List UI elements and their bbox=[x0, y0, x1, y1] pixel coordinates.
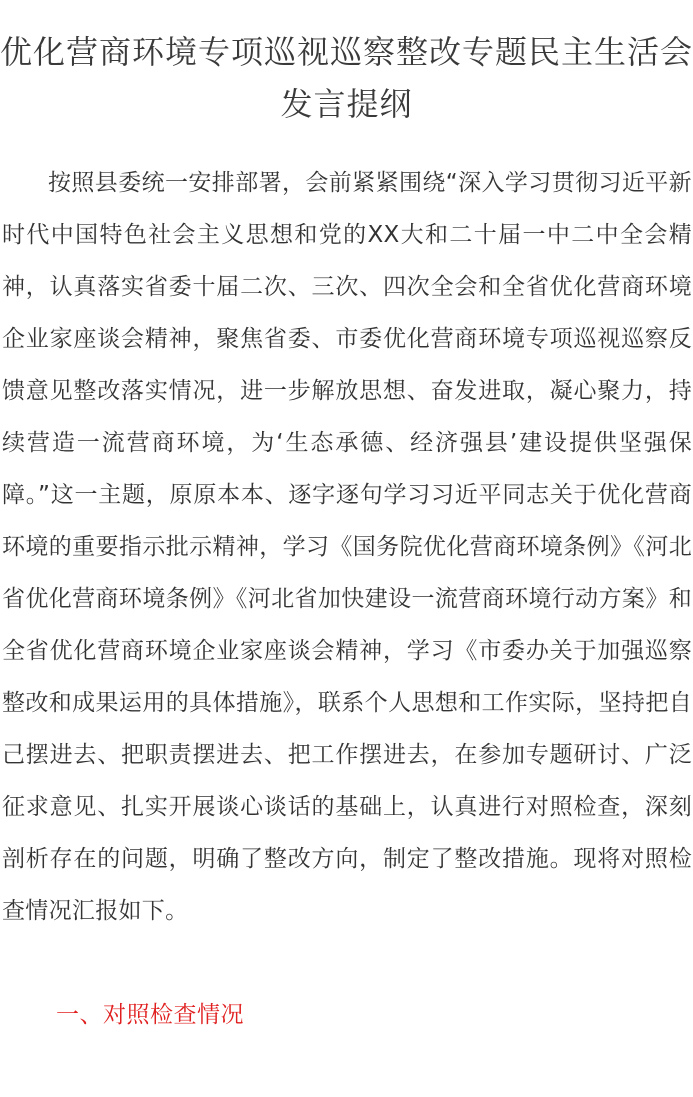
document-title: 优化营商环境专项巡视巡察整改专题民主生活会发言提纲 bbox=[0, 33, 693, 123]
intro-paragraph: 按照县委统一安排部署，会前紧紧围绕“深入学习贯彻习近平新时代中国特色社会主义思想和党的XX大和二十届一中二中全会精神，认真落实省委十届二次、三次、四次全会和全省优化营商环境企业家座谈会精神，聚焦省委、市委优化营商环境专项巡视巡察反馈意见整改落实情况，进一步解放思想、奋发进取，凝心聚力，持续营造一流营商环境，为‘生态承德、经济强县’建设提供坚强保障。”这一主题，原原本本、逐字逐句学习习近平同志关于优化营商环境的重要指示批示精神，学习《国务院优化营商环境条例》《河北省优化营商环境条例》《河北省加快建设一流营商环境行动方案》和全省优化营商环境企业家座谈会精神，学习《市委办关于加强巡察整改和成果运用的具体措施》，联系个人思想和工作实际，坚持把自己摆进去、把职责摆进去、把工作摆进去，在参加专题研讨、广泛征求意见、扎实开展谈心谈话的基础上，认真进行对照检查，深刻剖析存在的问题，明确了整改方向，制定了整改措施。现将对照检查情况汇报如下。 bbox=[2, 170, 692, 924]
section-heading: 一、对照检查情况 bbox=[56, 1002, 244, 1028]
